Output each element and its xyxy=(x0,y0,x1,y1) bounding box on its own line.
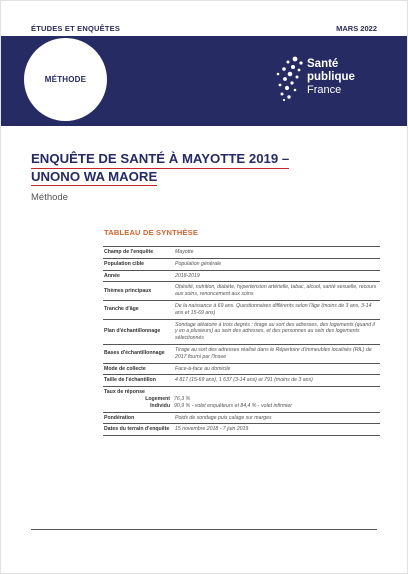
table-row xyxy=(103,412,380,424)
row-key: Plan d'échantillonnage xyxy=(103,319,174,344)
row-key: Tranche d'âge xyxy=(103,300,174,319)
top-header xyxy=(31,1,377,35)
individu-label: Individu xyxy=(150,402,170,409)
logement-label: Logement xyxy=(145,395,170,402)
table-row xyxy=(103,282,380,301)
logo-text-france: France xyxy=(307,84,342,96)
table-row xyxy=(103,300,380,319)
table-row xyxy=(103,375,380,387)
response-rate-cell xyxy=(103,387,380,412)
row-value: Poids de sondage puis calage sur marges xyxy=(174,412,380,424)
response-rate-logement xyxy=(104,396,378,403)
row-value: Sondage aléatoire à trois degrés : tirage au sort des adresses, des logements (quand il y en a plusieurs) au sein des adresses, et des personnes au sein des logements sélectionnés xyxy=(174,319,380,344)
title-line-1: ENQUÊTE DE SANTÉ À MAYOTTE 2019 – xyxy=(31,151,289,169)
table-row xyxy=(103,424,380,436)
row-key: Champ de l'enquête xyxy=(103,247,174,259)
row-value: Mayotte xyxy=(174,247,380,259)
response-rate-individu xyxy=(104,403,378,410)
row-value: 15 novembre 2018 - 7 juin 2019 xyxy=(174,424,380,436)
series-label: ÉTUDES ET ENQUÊTES xyxy=(31,24,121,33)
table-row xyxy=(103,319,380,344)
document-subtitle: Méthode xyxy=(31,192,68,203)
publication-date: MARS 2022 xyxy=(336,24,377,33)
dots-logo-icon xyxy=(275,56,305,102)
summary-table xyxy=(103,246,380,436)
table-row-response-rate xyxy=(103,387,380,412)
table-row xyxy=(103,258,380,270)
individu-value: 90,9 % - volet enquêteurs et 84,4 % - volet infirmier xyxy=(174,402,292,409)
row-value: Tirage au sort des adresses réalisé dans le Répertoire d'immeubles localisés (RIL) de 2017 fourni par l'Insee xyxy=(174,344,380,363)
row-key: Pondération xyxy=(103,412,174,424)
row-key: Thèmes principaux xyxy=(103,282,174,301)
row-value: 2018-2019 xyxy=(174,270,380,282)
title-band xyxy=(1,36,407,126)
logo-text-publique: publique xyxy=(307,71,355,83)
summary-table-heading: TABLEAU DE SYNTHÈSE xyxy=(104,228,199,237)
row-key: Population cible xyxy=(103,258,174,270)
footer-rule xyxy=(31,529,377,530)
logement-value: 76,3 % xyxy=(174,395,191,402)
row-value: 4 817 (15-69 ans), 1 637 (3-14 ans) et 791 (moins de 3 ans) xyxy=(174,375,380,387)
row-value: Obésité, nutrition, diabète, hypertension artérielle, tabac, alcool, santé sexuelle, recours aux soins, renoncement aux soins xyxy=(174,282,380,301)
row-key: Bases d'échantillonnage xyxy=(103,344,174,363)
table-row xyxy=(103,247,380,259)
row-key: Année xyxy=(103,270,174,282)
row-key: Taille de l'échantillon xyxy=(103,375,174,387)
title-line-2: UNONO WA MAORE xyxy=(31,169,157,187)
logo-text-sante: Santé xyxy=(307,58,339,70)
row-value: Face-à-face au domicile xyxy=(174,363,380,375)
row-value: Population générale xyxy=(174,258,380,270)
table-row xyxy=(103,270,380,282)
row-key: Mode de collecte xyxy=(103,363,174,375)
table-row xyxy=(103,363,380,375)
method-badge-label: MÉTHODE xyxy=(44,75,87,84)
table-row xyxy=(103,344,380,363)
row-key: Dates du terrain d'enquête xyxy=(103,424,174,436)
row-value: De la naissance à 69 ans. Questionnaires différents selon l'âge (moins de 3 ans, 3-14 ans et 15-69 ans) xyxy=(174,300,380,319)
method-badge xyxy=(24,38,107,121)
sante-publique-france-logo xyxy=(275,54,385,110)
document-title xyxy=(31,151,371,186)
response-rate-key: Taux de réponse xyxy=(104,389,145,396)
